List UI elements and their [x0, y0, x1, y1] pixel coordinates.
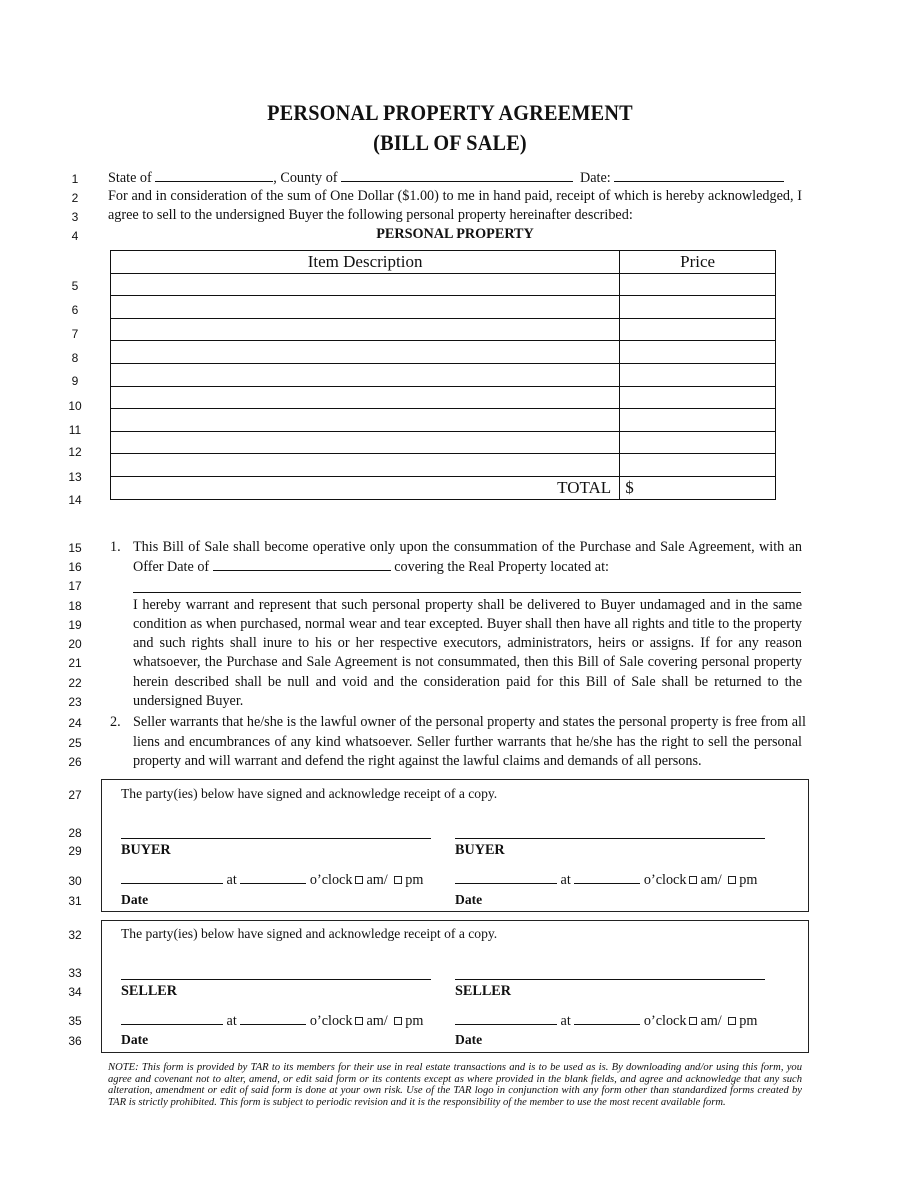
- item-description-cell[interactable]: [111, 409, 620, 432]
- clause-1-line-20: and such rights shall inure to his or her respective executors, administrators, heirs or assigns. If for any reason: [133, 635, 802, 651]
- at-label: at: [226, 872, 237, 888]
- document-subtitle: (BILL OF SALE): [373, 130, 527, 155]
- table-row: [111, 431, 776, 454]
- table-header-row: [111, 251, 776, 274]
- seller-2-signature-line[interactable]: [455, 979, 765, 980]
- buyer-2-time-field[interactable]: [574, 871, 640, 884]
- state-field[interactable]: [155, 169, 273, 182]
- offer-date-field[interactable]: [213, 558, 391, 571]
- am-checkbox[interactable]: [355, 1017, 363, 1025]
- clause-1-line-18: I hereby warrant and represent that such personal property shall be delivered to Buyer undamaged and in the same: [133, 597, 802, 613]
- clause-2-line-26: property and will warrant and defend the right against the lawful claims and demands of all persons.: [133, 753, 702, 769]
- item-description-cell[interactable]: [111, 341, 620, 364]
- line-number: 21: [68, 656, 82, 670]
- pm-checkbox[interactable]: [728, 876, 736, 884]
- clause-2-line-24: Seller warrants that he/she is the lawful owner of the personal property and states the personal property is free from all: [133, 714, 806, 730]
- buyer-1-date-label: Date: [121, 892, 149, 907]
- line-number: 31: [68, 894, 82, 908]
- total-label: TOTAL: [111, 476, 620, 499]
- column-header-item-description: Item Description: [111, 251, 620, 274]
- price-cell[interactable]: [620, 341, 776, 364]
- buyer-1-time-field[interactable]: [240, 871, 306, 884]
- clause-1-line-16: [133, 558, 609, 576]
- oclock-label: o’clock: [643, 872, 687, 888]
- seller-ack-text: The party(ies) below have signed and acknowledge receipt of a copy.: [121, 926, 498, 941]
- line-number: 7: [71, 327, 79, 341]
- am-label: am/: [366, 872, 388, 888]
- table-row: [111, 273, 776, 296]
- clause-1-line-22: herein described shall be null and void and the consideration paid for this Bill of Sale shall be returned to the: [133, 674, 802, 690]
- line-number: 26: [68, 755, 82, 769]
- line-number: 2: [71, 191, 79, 205]
- seller-1-label: SELLER: [121, 983, 177, 999]
- header-fields-row: [108, 169, 573, 187]
- oclock-label: o’clock: [309, 872, 353, 888]
- item-description-cell[interactable]: [111, 386, 620, 409]
- column-header-price: Price: [620, 251, 776, 274]
- table-row: [111, 409, 776, 432]
- consideration-line-3: agree to sell to the undersigned Buyer the following personal property hereinafter described:: [108, 207, 633, 223]
- line-number: 1: [71, 172, 79, 186]
- line-number: 10: [68, 399, 82, 413]
- line-number: 36: [68, 1034, 82, 1048]
- seller-2-date-label: Date: [455, 1032, 483, 1047]
- clause-1-line-19: condition as when purchased, normal wear and tear excepted. Buyer shall then have all rights and title to the property: [133, 616, 802, 632]
- line-number: 5: [71, 279, 79, 293]
- buyer-2-date-label: Date: [455, 892, 483, 907]
- personal-property-heading: PERSONAL PROPERTY: [376, 226, 534, 242]
- currency-symbol: $: [625, 477, 634, 497]
- at-label: at: [560, 872, 571, 888]
- line-number: 20: [68, 637, 82, 651]
- line-number: 11: [68, 423, 82, 437]
- state-label: State of: [108, 170, 152, 186]
- line-number: 27: [68, 788, 82, 802]
- line-number: 18: [68, 599, 82, 613]
- table-row: [111, 341, 776, 364]
- line-number: 25: [68, 736, 82, 750]
- buyer-2-label: BUYER: [455, 842, 505, 858]
- date-field[interactable]: [614, 169, 784, 182]
- line-number: 12: [68, 445, 82, 459]
- table-row: [111, 318, 776, 341]
- clause-2-line-25: liens and encumbrances of any kind whatsoever. Seller further warrants that he/she has the right to sell the personal: [133, 734, 802, 750]
- line-number: 17: [68, 579, 82, 593]
- table-row: [111, 386, 776, 409]
- line-number: 4: [71, 229, 79, 243]
- seller-2-label: SELLER: [455, 983, 511, 999]
- price-cell[interactable]: [620, 296, 776, 319]
- buyer-1-label: BUYER: [121, 842, 171, 858]
- seller-1-date-label: Date: [121, 1032, 149, 1047]
- table-row: [111, 296, 776, 319]
- line-number: 6: [71, 303, 79, 317]
- line-number: 30: [68, 874, 82, 888]
- pm-label: pm: [739, 1013, 758, 1029]
- clause-1-line-15: This Bill of Sale shall become operative only upon the consummation of the Purchase and Sale Agreement, with an: [133, 539, 802, 555]
- line-number: 34: [68, 985, 82, 999]
- clause-1-line-21: whatsoever, the Purchase and Sale Agreement is not consummated, then this Bill of Sale covering personal property: [133, 654, 802, 670]
- buyer-2-date-time-row: [455, 871, 757, 889]
- price-cell[interactable]: [620, 273, 776, 296]
- item-description-cell[interactable]: [111, 363, 620, 386]
- line-number: 16: [68, 560, 82, 574]
- clause-1-number: 1.: [110, 539, 121, 555]
- seller-1-signature-line[interactable]: [121, 979, 431, 980]
- buyer-1-signature-line[interactable]: [121, 838, 431, 839]
- document-title: PERSONAL PROPERTY AGREEMENT: [267, 100, 633, 125]
- county-label: , County of: [273, 170, 338, 186]
- am-label: am/: [366, 1013, 388, 1029]
- line-number: 23: [68, 695, 82, 709]
- at-label: at: [560, 1013, 571, 1029]
- consideration-line-2: For and in consideration of the sum of One Dollar ($1.00) to me in hand paid, receipt of which is hereby acknowledged, I: [108, 188, 802, 204]
- price-cell[interactable]: [620, 454, 776, 477]
- am-label: am/: [700, 872, 722, 888]
- line-number: 9: [71, 374, 79, 388]
- line-number: 35: [68, 1014, 82, 1028]
- line-number: 15: [68, 541, 82, 555]
- item-description-cell[interactable]: [111, 454, 620, 477]
- buyer-1-date-field[interactable]: [121, 871, 223, 884]
- date-label: Date:: [580, 170, 611, 186]
- pm-label: pm: [405, 1013, 424, 1029]
- line-number: 14: [68, 493, 82, 507]
- seller-1-date-field[interactable]: [121, 1012, 223, 1025]
- pm-checkbox[interactable]: [728, 1017, 736, 1025]
- buyer-2-signature-line[interactable]: [455, 838, 765, 839]
- am-checkbox[interactable]: [689, 876, 697, 884]
- item-description-cell[interactable]: [111, 318, 620, 341]
- real-property-label: covering the Real Property located at:: [394, 559, 609, 575]
- line-number: 3: [71, 210, 79, 224]
- table-row: [111, 454, 776, 477]
- seller-2-time-field[interactable]: [574, 1012, 640, 1025]
- total-row: [111, 476, 776, 499]
- buyer-ack-text: The party(ies) below have signed and acknowledge receipt of a copy.: [121, 786, 498, 801]
- pm-label: pm: [405, 872, 424, 888]
- line-number: 8: [71, 351, 79, 365]
- price-cell[interactable]: [620, 318, 776, 341]
- item-description-cell[interactable]: [111, 296, 620, 319]
- table-row: [111, 363, 776, 386]
- price-cell[interactable]: [620, 363, 776, 386]
- pm-checkbox[interactable]: [394, 1017, 402, 1025]
- pm-checkbox[interactable]: [394, 876, 402, 884]
- line-number: 13: [68, 470, 82, 484]
- real-property-address-field[interactable]: [133, 592, 801, 593]
- at-label: at: [226, 1013, 237, 1029]
- clause-1-line-23: undersigned Buyer.: [133, 693, 244, 709]
- seller-1-date-time-row: [121, 1012, 423, 1030]
- seller-1-time-field[interactable]: [240, 1012, 306, 1025]
- line-number: 32: [68, 928, 82, 942]
- price-cell[interactable]: [620, 409, 776, 432]
- line-number: 19: [68, 618, 82, 632]
- county-field[interactable]: [341, 169, 573, 182]
- seller-2-date-time-row: [455, 1012, 757, 1030]
- item-description-cell[interactable]: [111, 431, 620, 454]
- item-description-cell[interactable]: [111, 273, 620, 296]
- date-row: [580, 169, 784, 187]
- oclock-label: o’clock: [643, 1013, 687, 1029]
- line-number: 33: [68, 966, 82, 980]
- price-cell[interactable]: [620, 431, 776, 454]
- pm-label: pm: [739, 872, 758, 888]
- line-number: 22: [68, 676, 82, 690]
- am-checkbox[interactable]: [355, 876, 363, 884]
- line-number: 24: [68, 716, 82, 730]
- oclock-label: o’clock: [309, 1013, 353, 1029]
- personal-property-table: [110, 250, 776, 500]
- clause-2-number: 2.: [110, 714, 121, 730]
- seller-2-date-field[interactable]: [455, 1012, 557, 1025]
- am-label: am/: [700, 1013, 722, 1029]
- offer-date-label: Offer Date of: [133, 559, 210, 575]
- footer-note: NOTE: This form is provided by TAR to its members for their use in real estate transactions and is to be used as is. By downloading and/or using this form, you agree and covenant not to alter, amend, or edit said form or its contents except as where provided in the blank fields, and agree and acknowledge that any such alteration, amendment or edit of said form is done at your own risk. Use of the TAR logo in conjunction with any form other than standardized forms created by TAR is strictly prohibited. This form is subject to periodic revision and it is the responsibility of the member to use the most recent available form.: [108, 1062, 802, 1108]
- line-number: 29: [68, 844, 82, 858]
- buyer-1-date-time-row: [121, 871, 423, 889]
- price-cell[interactable]: [620, 386, 776, 409]
- buyer-2-date-field[interactable]: [455, 871, 557, 884]
- total-price-cell[interactable]: [620, 476, 776, 499]
- am-checkbox[interactable]: [689, 1017, 697, 1025]
- line-number: 28: [68, 826, 82, 840]
